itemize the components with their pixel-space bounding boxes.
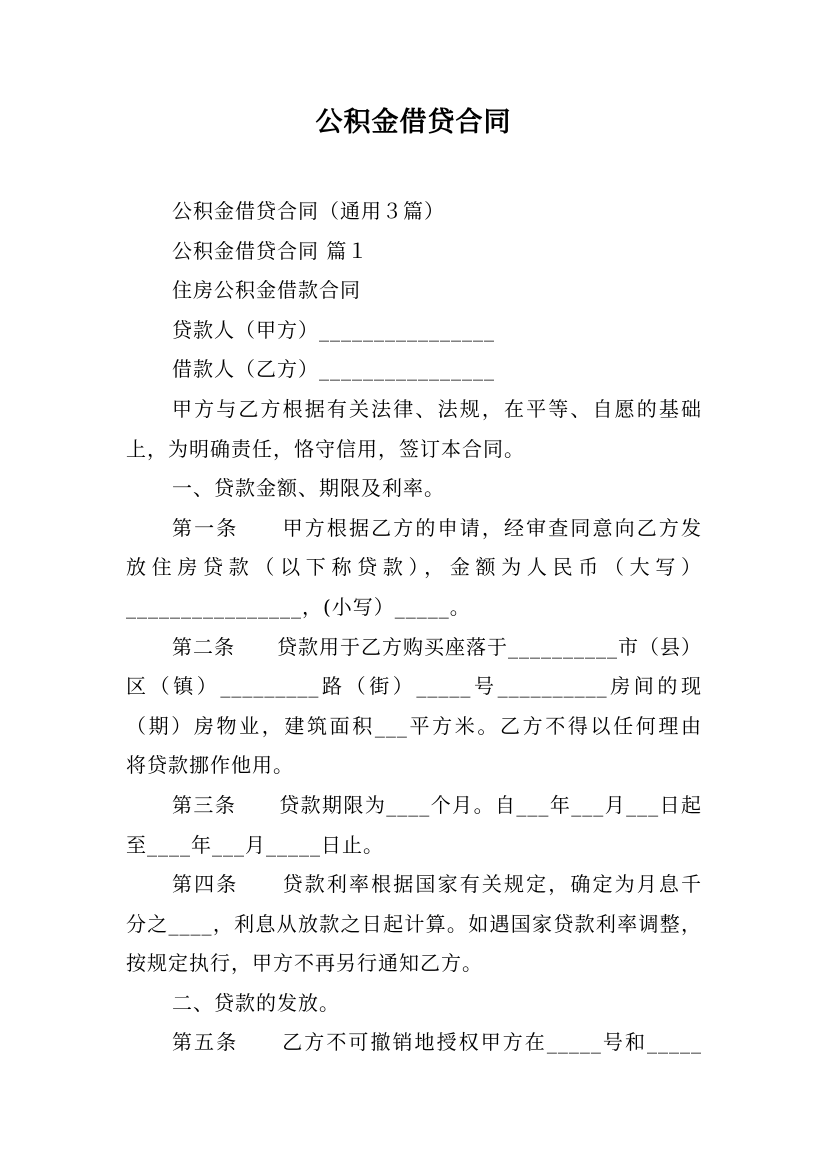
text-line-lender: 贷款人（甲方）________________	[172, 317, 495, 342]
text-line-article-3-a: 第三条 贷款期限为____个月。自___年___月___日起	[172, 792, 702, 817]
text-line-chapter-1: 一、贷款金额、期限及利率。	[172, 476, 445, 501]
document-title: 公积金借贷合同	[315, 107, 512, 138]
text-line-article-1-a: 第一条 甲方根据乙方的申请，经审查同意向乙方发	[172, 515, 702, 540]
text-line-section-heading: 公积金借贷合同 篇１	[172, 238, 369, 263]
text-line-article-4-a: 第四条 贷款利率根据国家有关规定，确定为月息千	[172, 872, 702, 897]
text-line-article-3-b: 至____年___月_____日止。	[126, 832, 384, 857]
text-line-article-4-b: 分之____，利息从放款之日起计算。如遇国家贷款利率调整，	[126, 911, 702, 936]
text-line-preamble-1: 甲方与乙方根据有关法律、法规，在平等、自愿的基础	[172, 396, 702, 421]
text-line-article-5-a: 第五条 乙方不可撤销地授权甲方在_____号和_____	[172, 1030, 702, 1055]
text-line-chapter-2: 二、贷款的发放。	[172, 990, 340, 1015]
text-line-article-2-c: （期）房物业，建筑面积___平方米。乙方不得以任何理由	[126, 713, 702, 738]
text-line-article-1-b: 放住房贷款（以下称贷款），金额为人民币（大写）	[126, 555, 702, 580]
text-line-contract-name: 住房公积金借款合同	[172, 278, 361, 303]
text-line-article-2-d: 将贷款挪作他用。	[126, 753, 294, 778]
document-body	[126, 192, 702, 1063]
text-line-article-2-b: 区（镇）_________路（街）_____号__________房间的现	[126, 674, 702, 699]
text-line-preamble-2: 上，为明确责任，恪守信用，签订本合同。	[126, 436, 525, 461]
text-line-article-1-c: ________________，(小写）_____。	[126, 594, 471, 619]
text-line-article-4-c: 按规定执行，甲方不再另行通知乙方。	[126, 951, 483, 976]
text-line-article-2-a: 第二条 贷款用于乙方购买座落于__________市（县）	[172, 634, 702, 659]
text-line-subtitle: 公积金借贷合同（通用３篇）	[172, 199, 445, 223]
text-line-borrower: 借款人（乙方）________________	[172, 357, 495, 382]
